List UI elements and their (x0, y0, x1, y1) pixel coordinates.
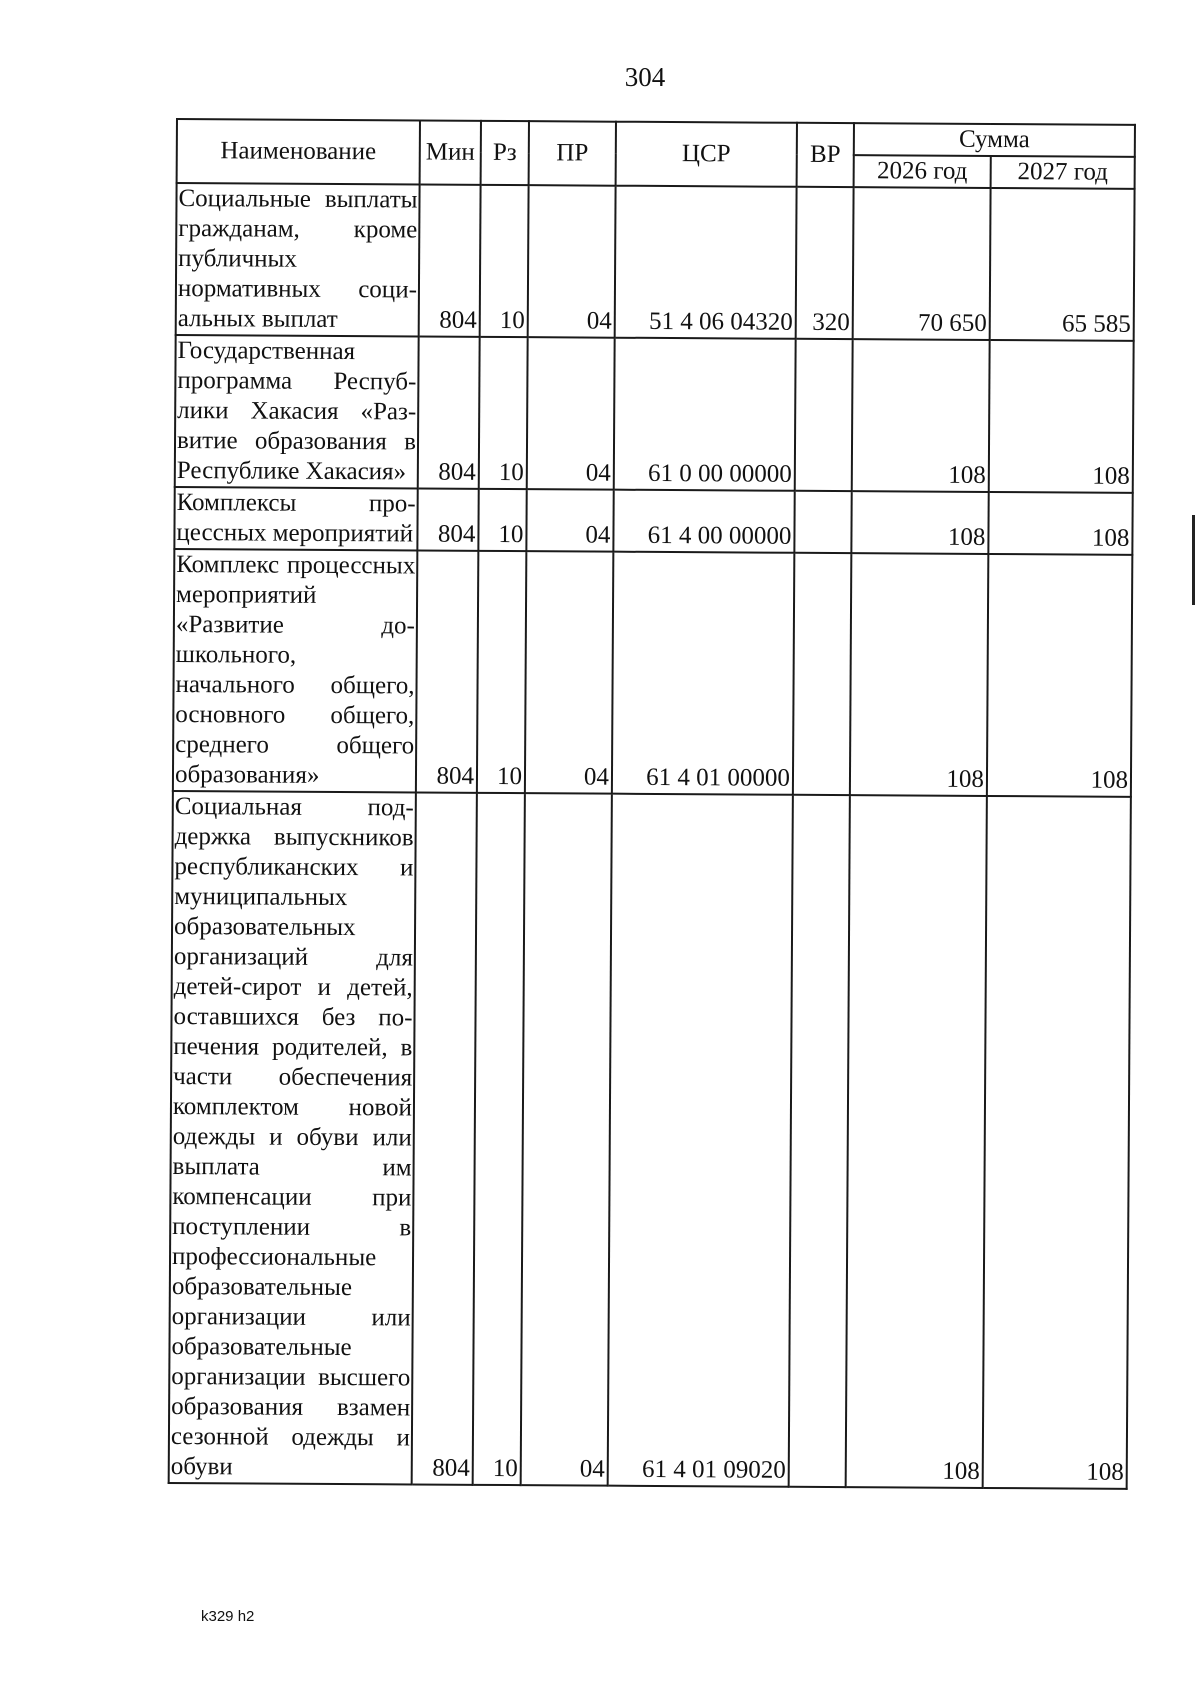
row-min: 804 (412, 792, 477, 1484)
row-name: Социальные выплаты гражданам, кроме публичных нормативных социальных выплат (176, 183, 420, 336)
table-row (174, 487, 1132, 555)
row-vr (795, 339, 853, 491)
row-name: Комплексы процессных мероприятий (174, 487, 417, 550)
row-pr: 04 (521, 793, 612, 1486)
footer-code: k329 h2 (201, 1608, 255, 1625)
row-sum-2027: 65 585 (990, 188, 1135, 341)
row-csr: 61 4 01 00000 (612, 552, 794, 795)
row-rz: 10 (480, 185, 529, 337)
header-pr: ПР (529, 121, 616, 186)
header-name: Наименование (177, 119, 420, 184)
row-vr (793, 553, 851, 795)
table-header (177, 119, 1135, 189)
row-sum-2026: 70 650 (853, 187, 991, 340)
table-row (169, 791, 1131, 1489)
row-sum-2026: 108 (850, 553, 988, 796)
row-sum-2026: 108 (852, 339, 990, 492)
row-name: Государственная программа Республики Хакасия «Развитие образования в Республике Хакасия» (175, 335, 419, 488)
row-min: 804 (416, 550, 478, 792)
header-year-2027: 2027 год (991, 156, 1135, 189)
row-sum-2027: 108 (987, 554, 1132, 797)
row-sum-2027: 108 (988, 492, 1132, 555)
row-sum-2027: 108 (989, 340, 1134, 493)
row-sum-2026: 108 (846, 795, 987, 1488)
header-min: Мин (420, 120, 481, 184)
row-name: Социальная поддержка выпускников республиканских и муниципальных образовательных организаций для детей-сирот и детей, оставшихся без попечения родителей, в части обеспечения комплектом новой одежды и обуви или выплата им компенсации при поступлении в профессиональные образовательные организации или образовательные организации высшего образования взамен сезонной одежды и обуви (169, 791, 416, 1484)
row-sum-2026: 108 (851, 491, 988, 554)
row-vr: 320 (796, 187, 854, 339)
header-vr: ВР (797, 123, 854, 187)
header-year-2026: 2026 год (854, 155, 991, 188)
row-csr: 61 4 00 00000 (613, 490, 794, 553)
row-csr: 51 4 06 04320 (615, 186, 797, 339)
row-min: 804 (417, 488, 478, 550)
budget-table (168, 118, 1136, 1490)
row-rz: 10 (478, 489, 526, 551)
table-row (175, 335, 1134, 493)
row-rz: 10 (473, 793, 525, 1485)
row-pr: 04 (526, 489, 613, 552)
row-csr: 61 0 00 00000 (614, 338, 796, 491)
row-csr: 61 4 01 09020 (608, 794, 793, 1487)
page-number: 304 (624, 62, 666, 92)
row-vr (789, 795, 850, 1487)
row-name: Комплекс процессных мероприятий «Развитие дошкольного, начального общего, основного общего, среднего общего образования» (173, 549, 417, 792)
row-rz: 10 (479, 337, 528, 489)
row-min: 804 (418, 336, 480, 488)
row-sum-2027: 108 (983, 796, 1131, 1489)
table-row (173, 549, 1132, 797)
row-vr (794, 491, 851, 553)
header-csr: ЦСР (616, 122, 797, 187)
header-sum: Сумма (854, 123, 1135, 157)
table-row (176, 183, 1135, 341)
header-rz: Рз (481, 121, 529, 185)
row-pr: 04 (528, 185, 616, 338)
row-pr: 04 (527, 337, 615, 490)
scan-edge-mark (1192, 515, 1195, 605)
row-min: 804 (419, 184, 481, 336)
row-rz: 10 (477, 551, 526, 793)
row-pr: 04 (525, 551, 613, 794)
